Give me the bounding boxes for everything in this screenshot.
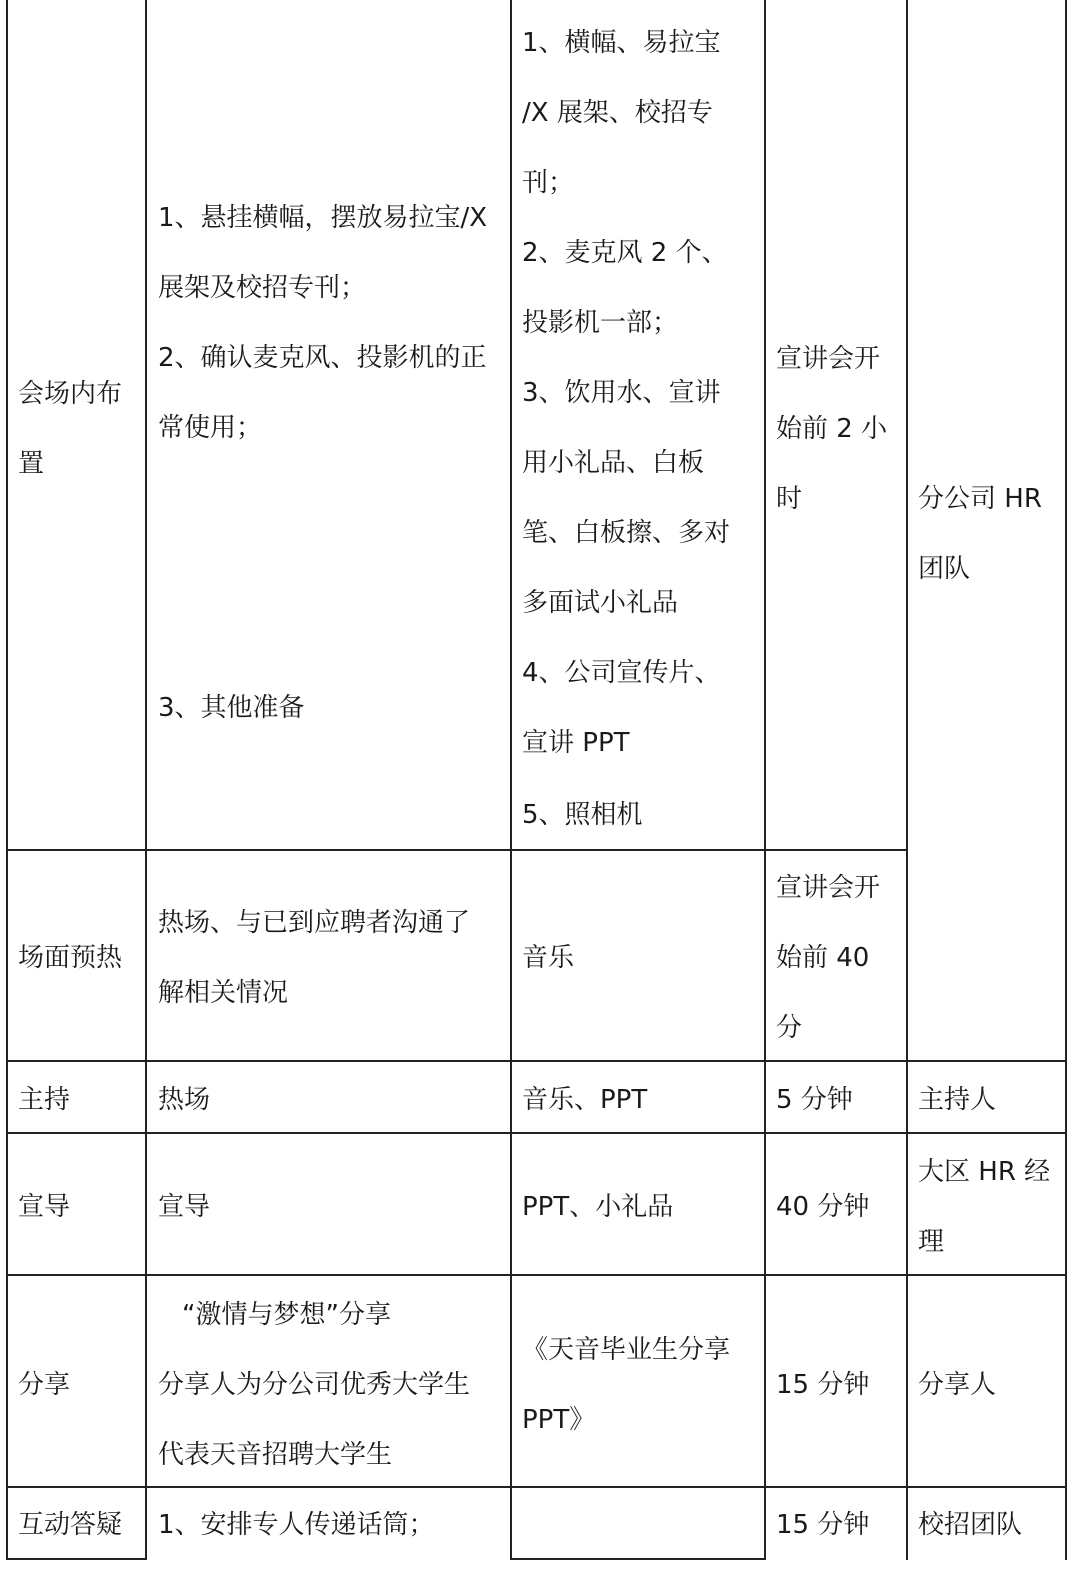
cell-time-line: 时 <box>776 484 803 514</box>
cell-materials-line: PPT》 <box>522 1405 596 1435</box>
grid-hline <box>6 849 906 851</box>
cell-materials-line: /X 展架、校招专 <box>522 98 713 128</box>
cell-activity-line: 分享 <box>18 1370 71 1400</box>
cell-owner-line: 大区 HR 经 <box>918 1157 1051 1187</box>
cell-content-line: 分享人为分公司优秀大学生 <box>158 1370 471 1400</box>
cell-content-line: 2、确认麦克风、投影机的正 <box>158 343 487 373</box>
cell-content-line: 常使用； <box>158 413 263 443</box>
cell-activity-line: 主持 <box>18 1085 71 1115</box>
cell-time-line: 宣讲会开 <box>776 344 881 374</box>
cell-time-line: 始前 2 小 <box>776 414 888 444</box>
cell-time-line: 分 <box>776 1013 803 1043</box>
cell-activity-line: 互动答疑 <box>18 1510 123 1540</box>
cell-content-line: 热场、与已到应聘者沟通了 <box>158 908 471 938</box>
cell-time-line: 15 分钟 <box>776 1510 870 1540</box>
cell-materials-line: 《天音毕业生分享 <box>522 1335 731 1365</box>
cell-content-line: 热场 <box>158 1085 211 1115</box>
grid-vline <box>145 0 147 1560</box>
cell-materials-line: 音乐 <box>522 943 575 973</box>
cell-materials-line: 5、照相机 <box>522 800 643 830</box>
grid-hline <box>6 1132 1067 1134</box>
cell-content-line: 代表天音招聘大学生 <box>158 1440 393 1470</box>
cell-activity-line: 置 <box>18 449 45 479</box>
cell-content-line: “激情与梦想”分享 <box>182 1300 391 1330</box>
grid-vline <box>764 0 766 1560</box>
cell-time-line: 始前 40 <box>776 943 870 973</box>
grid-hline <box>6 1558 147 1560</box>
cell-owner-line: 团队 <box>918 554 971 584</box>
cell-materials-line: 4、公司宣传片、 <box>522 658 721 688</box>
cell-materials-line: PPT、小礼品 <box>522 1192 674 1222</box>
cell-time-line: 15 分钟 <box>776 1370 870 1400</box>
grid-hline <box>6 1060 1067 1062</box>
cell-materials-line: 刊； <box>522 168 575 198</box>
cell-materials-line: 用小礼品、白板 <box>522 448 705 478</box>
cell-owner-line: 分享人 <box>918 1370 997 1400</box>
cell-content-line: 3、其他准备 <box>158 693 305 723</box>
cell-materials-line: 音乐、PPT <box>522 1085 648 1115</box>
cell-activity-line: 场面预热 <box>18 943 123 973</box>
grid-vline <box>510 0 512 1560</box>
grid-hline <box>6 1274 1067 1276</box>
cell-materials-line: 2、麦克风 2 个、 <box>522 238 728 268</box>
cell-time-line: 5 分钟 <box>776 1085 853 1115</box>
cell-activity-line: 宣导 <box>18 1192 71 1222</box>
cell-materials-line: 宣讲 PPT <box>522 728 630 758</box>
cell-materials-line: 3、饮用水、宣讲 <box>522 378 721 408</box>
cell-owner-line: 分公司 HR <box>918 484 1042 514</box>
cell-content-line: 解相关情况 <box>158 978 289 1008</box>
grid-vline <box>906 0 908 1560</box>
cell-materials-line: 笔、白板擦、多对 <box>522 518 731 548</box>
cell-owner-line: 主持人 <box>918 1085 997 1115</box>
cell-content-line: 1、悬挂横幅，摆放易拉宝/X <box>158 203 488 233</box>
grid-hline <box>510 1558 766 1560</box>
cell-owner-line: 校招团队 <box>918 1510 1023 1540</box>
cell-owner-line: 理 <box>918 1227 945 1257</box>
cell-content-line: 展架及校招专刊； <box>158 273 367 303</box>
grid-vline <box>1065 0 1067 1560</box>
cell-materials-line: 1、横幅、易拉宝 <box>522 28 721 58</box>
cell-materials-line: 投影机一部； <box>522 308 679 338</box>
grid-vline <box>6 0 8 1560</box>
cell-time-line: 宣讲会开 <box>776 873 881 903</box>
cell-time-line: 40 分钟 <box>776 1192 870 1222</box>
cell-content-line: 1、安排专人传递话筒； <box>158 1510 435 1540</box>
cell-content-line: 宣导 <box>158 1192 211 1222</box>
cell-activity-line: 会场内布 <box>18 379 123 409</box>
grid-hline <box>6 1486 1067 1488</box>
cell-materials-line: 多面试小礼品 <box>522 588 679 618</box>
